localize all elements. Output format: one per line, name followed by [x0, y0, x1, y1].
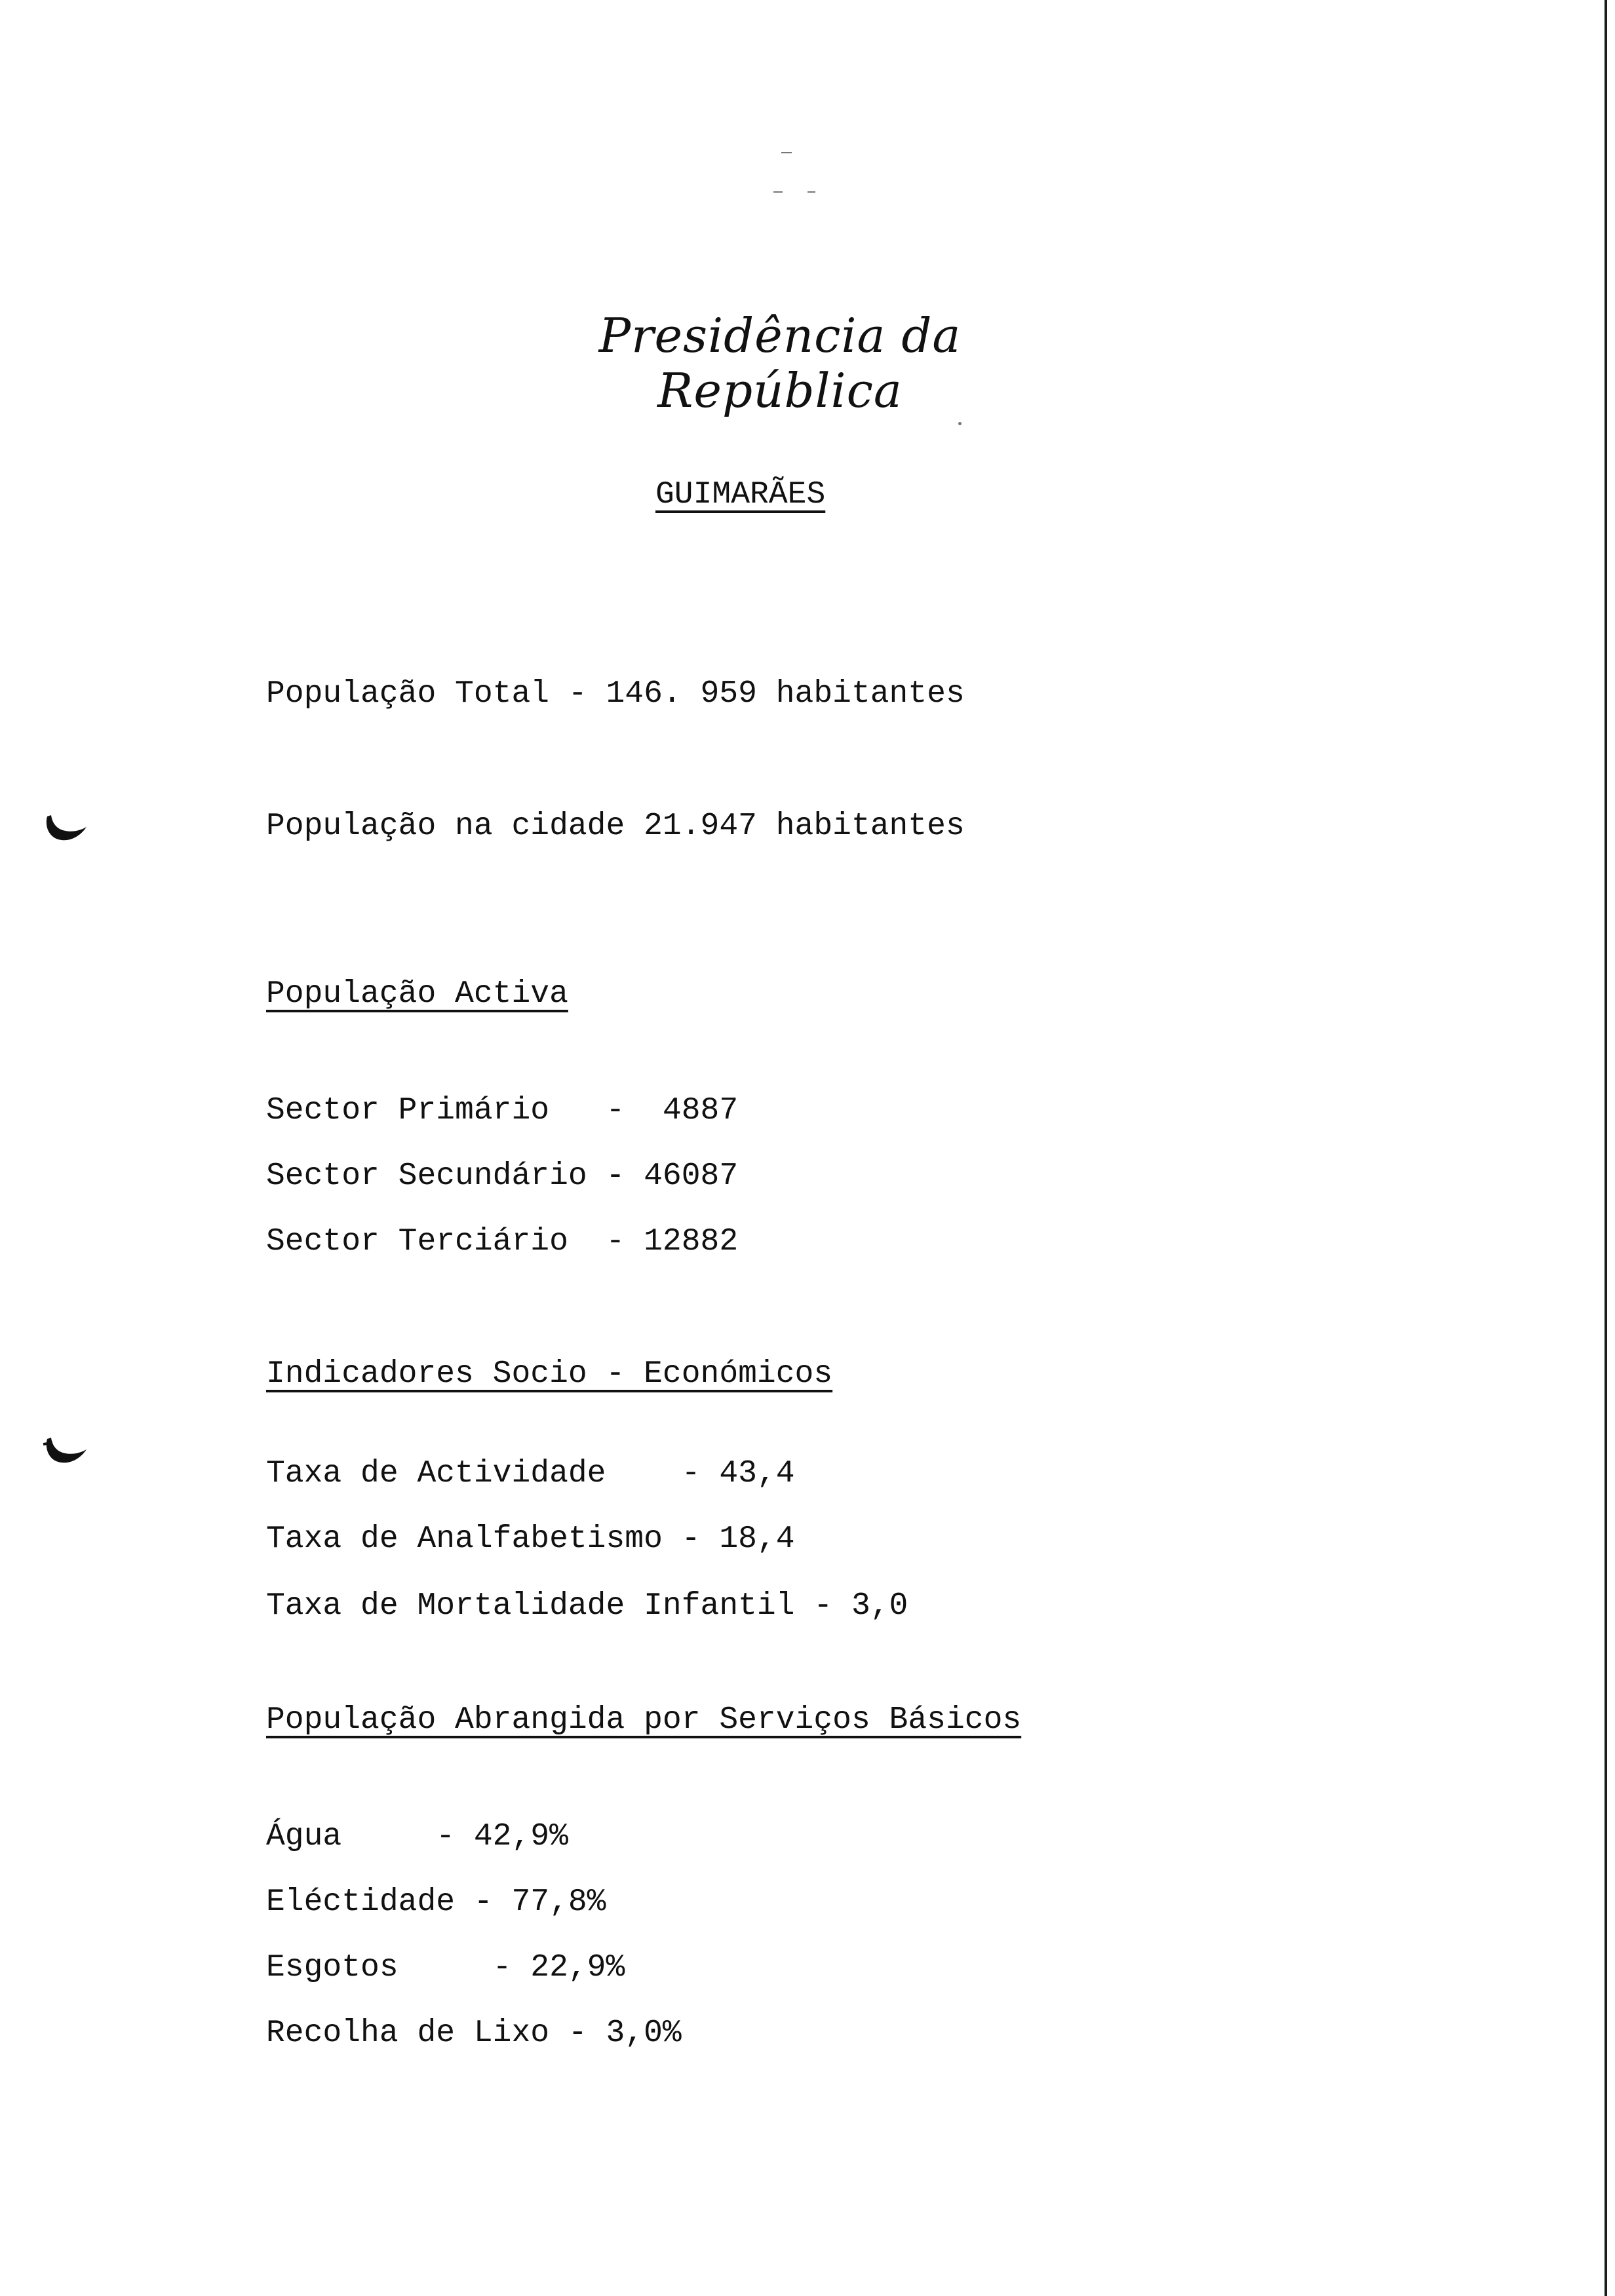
basic-services-row: Eléctidade - 77,8%	[266, 1885, 606, 1920]
population-city: População na cidade 21.947 habitantes	[266, 809, 965, 844]
basic-services-row: Esgotos - 22,9%	[266, 1950, 625, 1985]
scan-speck	[781, 152, 792, 153]
section-heading-basic-services: População Abrangida por Serviços Básicos	[266, 1702, 1022, 1738]
socio-economic-row: Taxa de Mortalidade Infantil - 3,0	[266, 1588, 908, 1624]
socio-economic-row: Taxa de Actividade - 43,4	[266, 1456, 795, 1491]
tick-mark-icon	[43, 1435, 89, 1468]
basic-services-row: Recolha de Lixo - 3,0%	[266, 2016, 682, 2051]
socio-economic-row: Taxa de Analfabetismo - 18,4	[266, 1521, 795, 1557]
scan-speck	[773, 191, 783, 193]
scan-speck	[808, 191, 815, 193]
population-total: População Total - 146. 959 habitantes	[266, 676, 965, 712]
scan-speck	[958, 422, 962, 425]
basic-services-row: Água - 42,9%	[266, 1819, 568, 1854]
document-title: GUIMARÃES	[655, 477, 826, 512]
active-population-row: Sector Terciário - 12882	[266, 1224, 739, 1259]
page-edge-line	[1605, 0, 1607, 2296]
section-heading-socio-economic: Indicadores Socio - Económicos	[266, 1356, 833, 1392]
tick-mark-icon	[43, 813, 89, 845]
section-heading-active-population: População Activa	[266, 976, 568, 1012]
letterhead: Presidência da República	[598, 308, 962, 418]
active-population-row: Sector Secundário - 46087	[266, 1158, 739, 1194]
active-population-row: Sector Primário - 4887	[266, 1093, 739, 1128]
